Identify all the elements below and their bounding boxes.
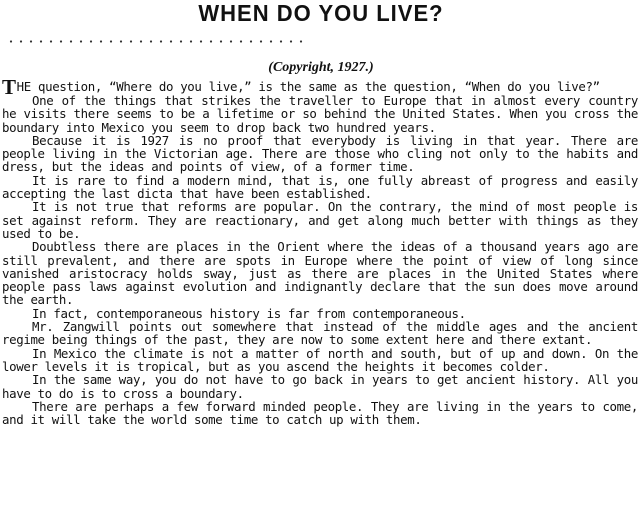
paragraph: There are perhaps a few forward minded people. They are living in the years to come, and it will take the world some time to catch up with them. <box>2 398 638 428</box>
paragraph: In the same way, you do not have to go back in years to get ancient history. All you have to do is to cross a boundary. <box>2 372 638 401</box>
copyright-line: (Copyright, 1927.) <box>268 60 374 75</box>
paragraph: Mr. Zangwill points out somewhere that instead of the middle ages and the ancient regime being things of the past, they are now to some extent here and there extant. <box>2 319 638 348</box>
paragraph: It is not true that reforms are popular. On the contrary, the mind of most people is set against reform. They are reactionary, and get along much better with things as they used to be. <box>2 199 638 241</box>
headline: WHEN DO YOU LIVE? <box>198 0 444 27</box>
dotted-rule-divider <box>6 40 306 43</box>
lead-text: HE question, “Where do you live,” is the same as the question, “When do you live?” <box>16 79 600 94</box>
paragraph: One of the things that strikes the traveller to Europe that in almost every country he visits there seems to be a lifetime or so behind the United States. When you cross the boundary into Mexico you seem to drop back two hundred years. <box>2 93 638 135</box>
paragraph: In Mexico the climate is not a matter of north and south, but of up and down. On the lower levels it is tropical, but as you ascend the heights it becomes colder. <box>2 345 638 374</box>
paragraph: Because it is 1927 is no proof that everybody is living in that year. There are people living in the Victorian age. There are those who cling not only to the habits and dress, but the ideas and points of view, of a former time. <box>2 132 638 175</box>
drop-cap: T <box>2 75 16 99</box>
lead-paragraph <box>2 75 638 99</box>
paragraph: It is rare to find a modern mind, that is, one fully abreast of progress and easily accepting the last dicta that have been established. <box>2 172 638 202</box>
article-body <box>2 75 638 428</box>
paragraph: In fact, contemporaneous history is far from contemporaneous. <box>32 305 466 321</box>
paragraph: Doubtless there are places in the Orient where the ideas of a thousand years ago are still prevalent, and there are spots in Europe where the point of view of long since vanished aristocracy holds sway, just as there are places in the United States where people pass laws against evolution and indignantly declare that the sun does move around the earth. <box>2 239 638 308</box>
